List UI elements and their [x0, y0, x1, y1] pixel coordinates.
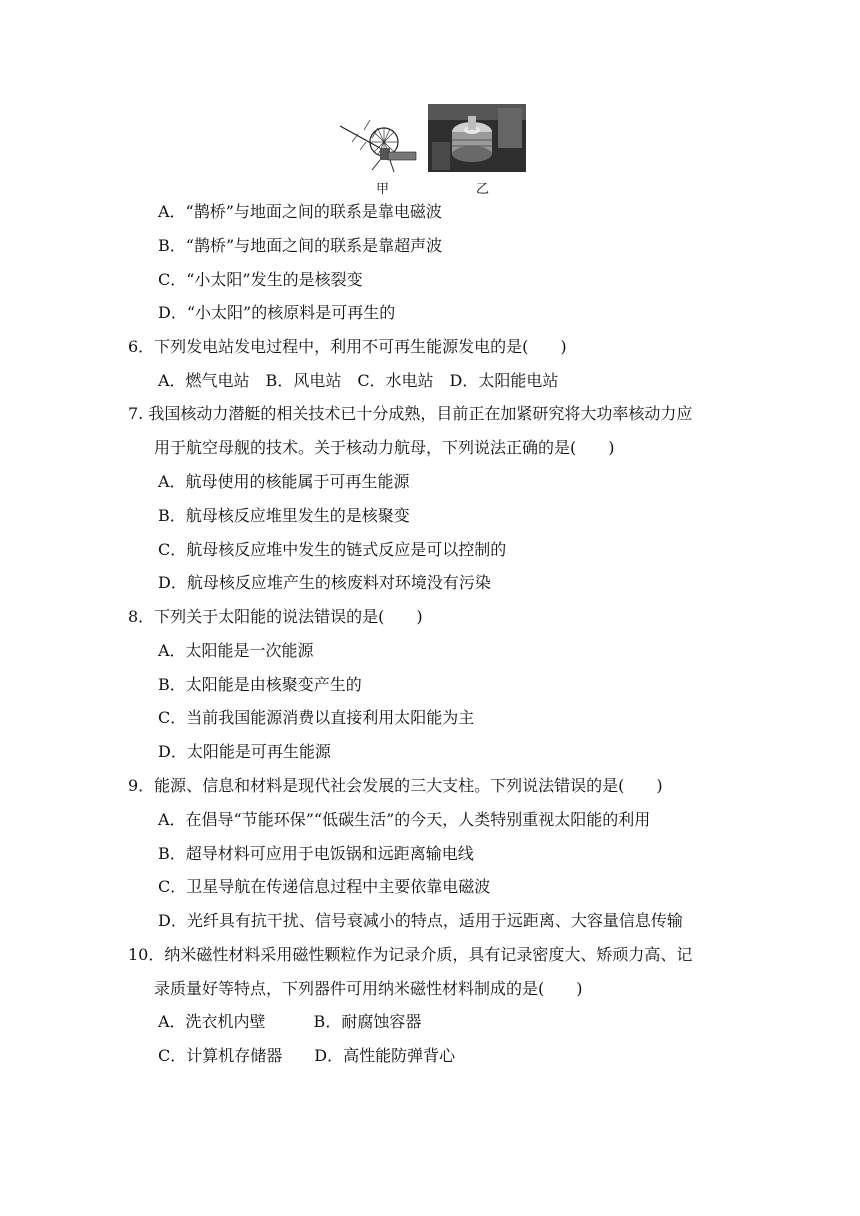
q5-option-b: B．“鹊桥”与地面之间的联系是靠超声波: [158, 236, 443, 255]
q10-options-line-2: C．计算机存储器 D．高性能防弹背心: [158, 1046, 456, 1065]
q7-stem-line-2: 用于航空母舰的技术。关于核动力航母，下列说法正确的是( ): [154, 438, 615, 457]
q8-option-d: D．太阳能是可再生能源: [158, 742, 331, 761]
q8-option-a: A．太阳能是一次能源: [158, 641, 314, 660]
figure: [336, 104, 528, 198]
q6-stem: 6．下列发电站发电过程中，利用不可再生能源发电的是( ): [128, 337, 567, 356]
q7-stem-line-1: 7. 我国核动力潜艇的相关技术已十分成熟，目前正在加紧研究将大功率核动力应: [128, 404, 693, 423]
q9-option-b: B．超导材料可应用于电饭锅和远距离输电线: [158, 844, 474, 863]
satellite-image: [336, 108, 420, 176]
fusion-device-image: [428, 104, 526, 172]
q9-option-d: D．光纤具有抗干扰、信号衰减小的特点，适用于远距离、大容量信息传输: [158, 911, 683, 930]
q7-option-b: B．航母核反应堆里发生的是核聚变: [158, 506, 410, 525]
q8-stem: 8．下列关于太阳能的说法错误的是( ): [128, 607, 423, 626]
q7-option-d: D．航母核反应堆产生的核废料对环境没有污染: [158, 573, 491, 592]
figure-caption-yi: 乙: [476, 182, 490, 197]
q5-option-c: C．“小太阳”发生的是核裂变: [158, 270, 363, 289]
q9-stem: 9．能源、信息和材料是现代社会发展的三大支柱。下列说法错误的是( ): [128, 776, 663, 795]
q6-options: A．燃气电站 B．风电站 C．水电站 D．太阳能电站: [158, 371, 559, 390]
q9-option-a: A．在倡导“节能环保”“低碳生活”的今天，人类特别重视太阳能的利用: [158, 810, 651, 829]
figure-caption-jia: 甲: [376, 182, 390, 197]
q10-options-line-1: A．洗衣机内壁 B．耐腐蚀容器: [158, 1012, 422, 1031]
q10-stem-line-2: 录质量好等特点，下列器件可用纳米磁性材料制成的是( ): [154, 979, 583, 998]
q9-option-c: C．卫星导航在传递信息过程中主要依靠电磁波: [158, 877, 491, 896]
q7-option-c: C．航母核反应堆中发生的链式反应是可以控制的: [158, 540, 507, 559]
q10-stem-line-1: 10．纳米磁性材料采用磁性颗粒作为记录介质，具有记录密度大、矫顽力高、记: [128, 945, 693, 964]
q8-option-c: C．当前我国能源消费以直接利用太阳能为主: [158, 708, 475, 727]
q5-option-d: D．“小太阳”的核原料是可再生的: [158, 303, 396, 322]
q7-option-a: A．航母使用的核能属于可再生能源: [158, 472, 410, 491]
q5-option-a: A．“鹊桥”与地面之间的联系是靠电磁波: [158, 202, 442, 221]
q8-option-b: B．太阳能是由核聚变产生的: [158, 675, 362, 694]
